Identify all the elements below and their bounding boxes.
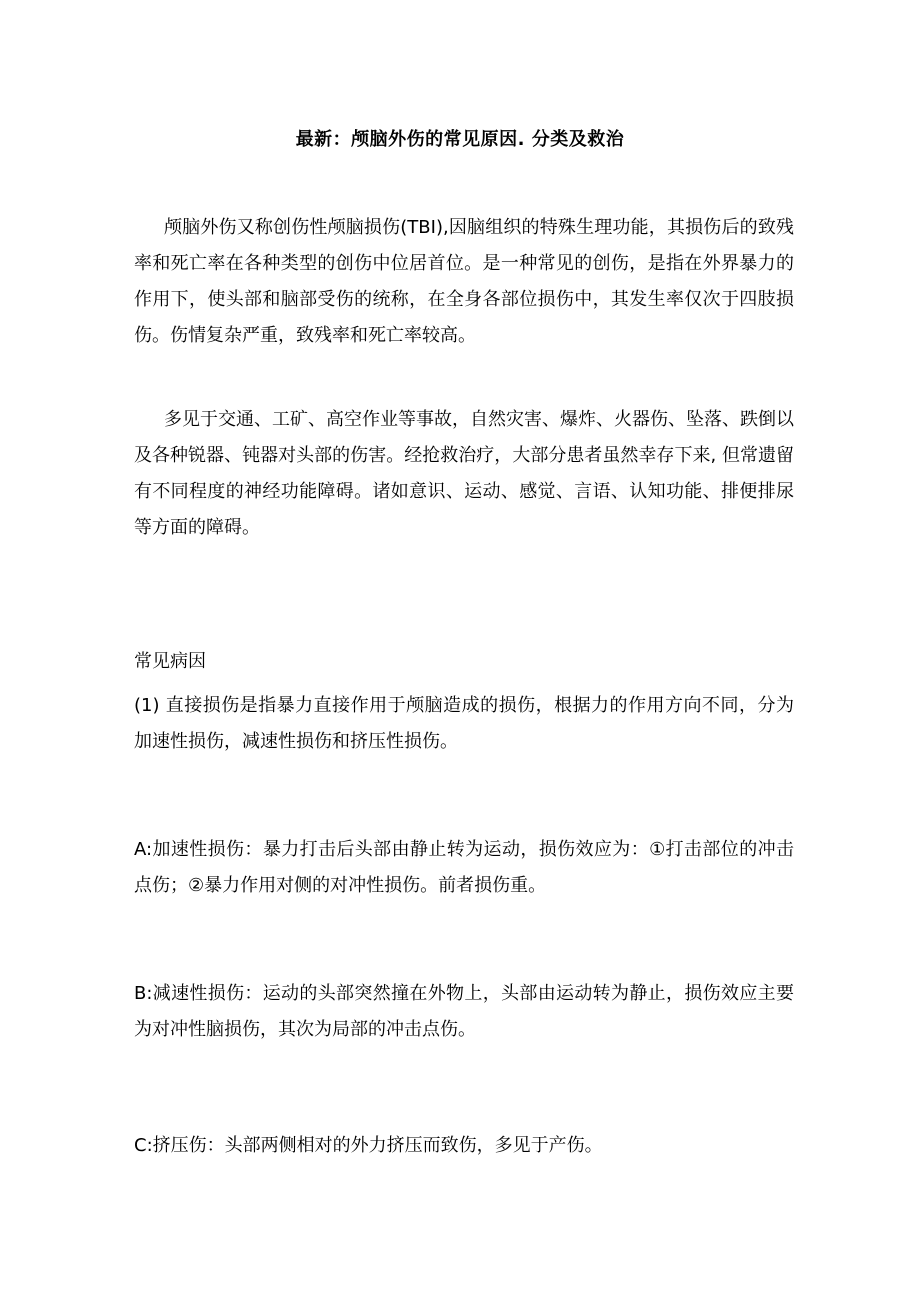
document-title: 最新：颅脑外伤的常见原因. 分类及救治	[295, 129, 625, 150]
acceleration-injury-item: A:加速性损伤：暴力打击后头部由静止转为运动，损伤效应为：①打击部位的冲击点伤；②暴力作用对侧的对冲性损伤。前者损伤重。	[134, 839, 794, 896]
section-heading-common-causes: 常见病因	[134, 651, 206, 672]
deceleration-injury-item: B:减速性损伤：运动的头部突然撞在外物上，头部由运动转为静止，损伤效应主要为对冲性脑损伤，其次为局部的冲击点伤。	[134, 983, 794, 1040]
causes-paragraph: 多见于交通、工矿、高空作业等事故，自然灾害、爆炸、火器伤、坠落、跌倒以及各种锐器、钝器对头部的伤害。经抢救治疗，大部分患者虽然幸存下来, 但常遗留有不同程度的神经功能障碍。诸如意识、运动、感觉、言语、认知功能、排便排尿等方面的障碍。	[134, 409, 794, 538]
intro-paragraph: 颅脑外伤又称创伤性颅脑损伤(TBI),因脑组织的特殊生理功能，其损伤后的致残率和死亡率在各种类型的创伤中位居首位。是一种常见的创伤，是指在外界暴力的作用下，使头部和脑部受伤的统称，在全身各部位损伤中，其发生率仅次于四肢损伤。伤情复杂严重，致残率和死亡率较高。	[134, 217, 794, 346]
direct-injury-item: (1) 直接损伤是指暴力直接作用于颅脑造成的损伤，根据力的作用方向不同，分为加速性损伤，减速性损伤和挤压性损伤。	[134, 695, 794, 752]
crush-injury-item: C:挤压伤：头部两侧相对的外力挤压而致伤，多见于产伤。	[134, 1135, 603, 1156]
